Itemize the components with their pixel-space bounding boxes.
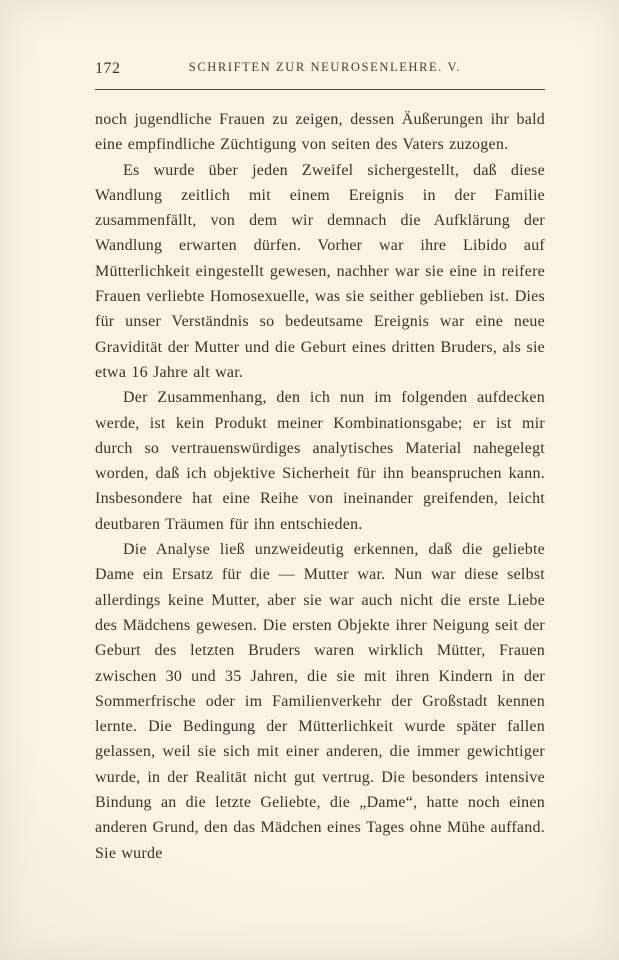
paragraph-continuation: noch jugendliche Frauen zu zeigen, dessen Äußerungen ihr bald eine empfindliche Züchtigung von seiten des Vaters zuzogen.: [95, 111, 545, 154]
header-rule: [95, 89, 545, 90]
running-title: SCHRIFTEN ZUR NEUROSENLEHRE. V.: [188, 60, 462, 74]
page-header: [95, 60, 545, 82]
paragraph: Die Analyse ließ unzweideutig erkennen, daß die geliebte Dame ein Ersatz für die — Mutter war. Nun war diese selbst allerdings keine Mutter, aber sie war auch nicht die erste Liebe des Mädchens gewesen. Die ersten Objekte ihrer Neigung seit der Geburt des letzten Bruders waren wirklich Mütter, Frauen zwischen 30 und 35 Jahren, die sie mit ihren Kindern in der Sommerfrische oder im Familienverkehr der Großstadt kennen lernte. Die Bedingung der Mütterlichkeit wurde später fallen gelassen, weil sie sich mit einer anderen, die immer gewichtiger wurde, in der Realität nicht gut vertrug. Die besonders intensive Bindung an die letzte Geliebte, die „Dame“, hatte noch einen anderen Grund, den das Mädchen eines Tages ohne Mühe auffand. Sie wurde: [95, 541, 545, 862]
body-text: [95, 107, 545, 866]
page-number: 172: [95, 60, 121, 77]
paragraph: Der Zusammenhang, den ich nun im folgenden aufdecken werde, ist kein Produkt meiner Kombinationsgabe; er ist mir durch so vertrauenswürdiges analytisches Material nahegelegt worden, daß ich objektive Sicherheit für ihn beanspruchen kann. Insbesondere hat eine Reihe von ineinander greifenden, leicht deutbaren Träumen für ihn entschieden.: [95, 389, 545, 533]
paragraph: Es wurde über jeden Zweifel sichergestellt, daß diese Wandlung zeitlich mit einem Ereignis in der Familie zusammenfällt, von dem wir demnach die Aufklärung der Wandlung erwarten dürfen. Vorher war ihre Libido auf Mütterlichkeit eingestellt gewesen, nachher war sie eine in reifere Frauen verliebte Homosexuelle, was sie seither geblieben ist. Dies für unser Verständnis so bedeutsame Ereignis war eine neue Gravidität der Mutter und die Geburt eines dritten Bruders, als sie etwa 16 Jahre alt war.: [95, 161, 545, 381]
